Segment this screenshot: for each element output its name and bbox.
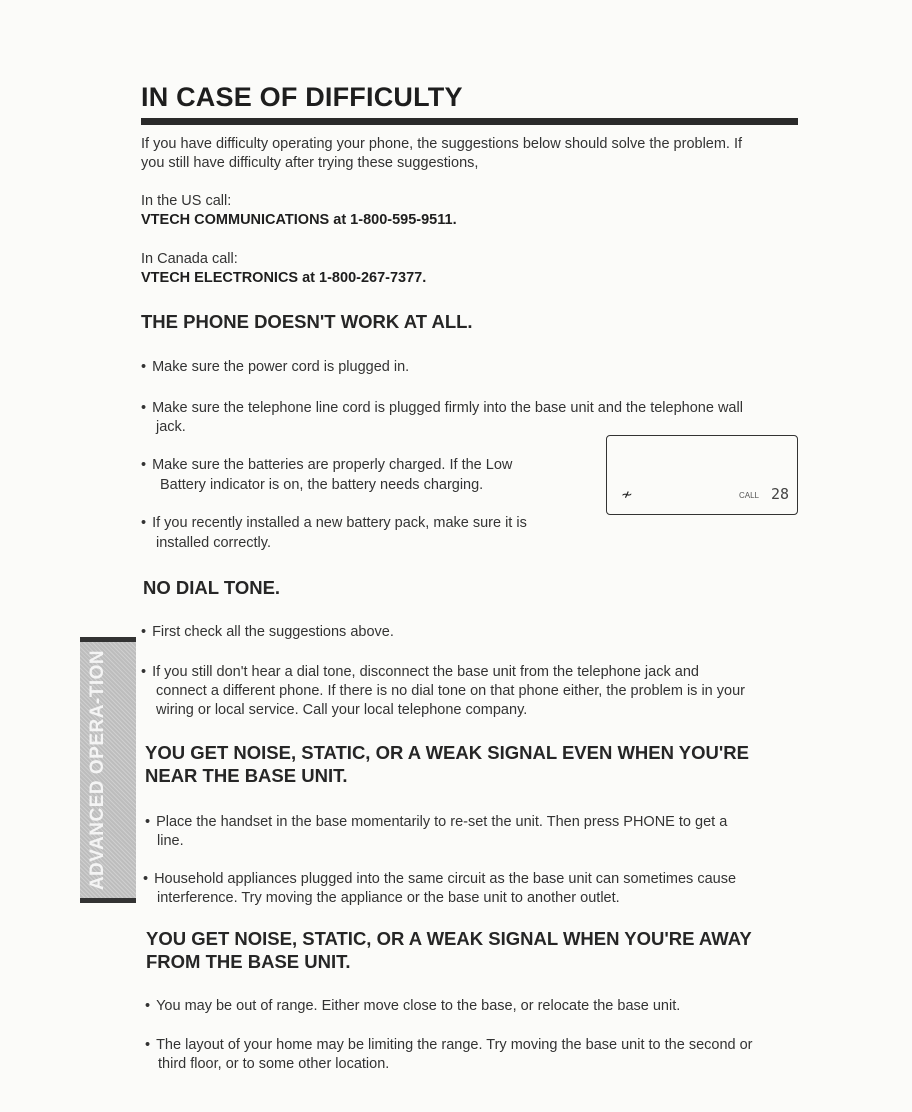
section-heading-noise-away-from-base-line2: FROM THE BASE UNIT. [146,951,351,972]
section-heading-no-dial-tone: NO DIAL TONE. [143,577,281,598]
list-item: • Household appliances plugged into the same circuit as the base unit can sometimes cause [143,870,736,889]
section-heading-noise-near-base: YOU GET NOISE, STATIC, OR A WEAK SIGNAL EVEN WHEN YOU'RE [145,742,749,763]
page-title: IN CASE OF DIFFICULTY [141,82,463,112]
title-rule [141,118,798,125]
section-heading-noise-near-base-line2: NEAR THE BASE UNIT. [145,765,348,786]
list-item-continuation: interference. Try moving the appliance or the base unit to another outlet. [157,890,620,906]
list-item: • The layout of your home may be limiting the range. Try moving the base unit to the second or [145,1036,753,1055]
section-heading-phone-doesnt-work: THE PHONE DOESN'T WORK AT ALL. [141,311,473,332]
list-item-continuation: connect a different phone. If there is no dial tone on that phone either, the problem is in your [156,683,745,699]
list-item-continuation: Battery indicator is on, the battery needs charging. [160,477,484,493]
lcd-display [606,435,798,515]
us-label: In the US call: [141,193,232,209]
canada-label: In Canada call: [141,251,238,267]
list-item-continuation: installed correctly. [156,535,271,551]
list-item: • Make sure the batteries are properly charged. If the Low [141,456,512,475]
intro-line-2: you still have difficulty after trying these suggestions, [141,155,479,171]
lcd-number: 28 [770,485,789,503]
list-item: • You may be out of range. Either move close to the base, or relocate the base unit. [145,997,680,1016]
list-item: • If you still don't hear a dial tone, disconnect the base unit from the telephone jack and [141,663,699,682]
low-battery-icon: ≁ [621,486,633,502]
lcd-call-label: CALL [738,491,759,500]
canada-contact: VTECH ELECTRONICS at 1-800-267-7377. [141,270,427,286]
list-item: • Make sure the power cord is plugged in. [141,358,409,377]
section-heading-noise-away-from-base: YOU GET NOISE, STATIC, OR A WEAK SIGNAL WHEN YOU'RE AWAY [146,928,752,949]
list-item-continuation: wiring or local service. Call your local telephone company. [156,702,528,718]
list-item-continuation: third floor, or to some other location. [158,1056,390,1072]
list-item: • Place the handset in the base momentarily to re-set the unit. Then press PHONE to get a [145,813,727,832]
list-item-continuation: line. [157,833,184,849]
section-side-tab [80,637,136,903]
list-item: • If you recently installed a new battery pack, make sure it is [141,514,527,533]
us-contact: VTECH COMMUNICATIONS at 1-800-595-9511. [141,212,457,228]
intro-line-1: If you have difficulty operating your phone, the suggestions below should solve the problem. If [141,136,743,152]
list-item: • Make sure the telephone line cord is plugged firmly into the base unit and the telephone wall [141,399,743,418]
list-item: • First check all the suggestions above. [141,623,394,642]
side-tab-label: ADVANCED OPERA-TION [87,649,108,891]
list-item-continuation: jack. [156,419,186,435]
